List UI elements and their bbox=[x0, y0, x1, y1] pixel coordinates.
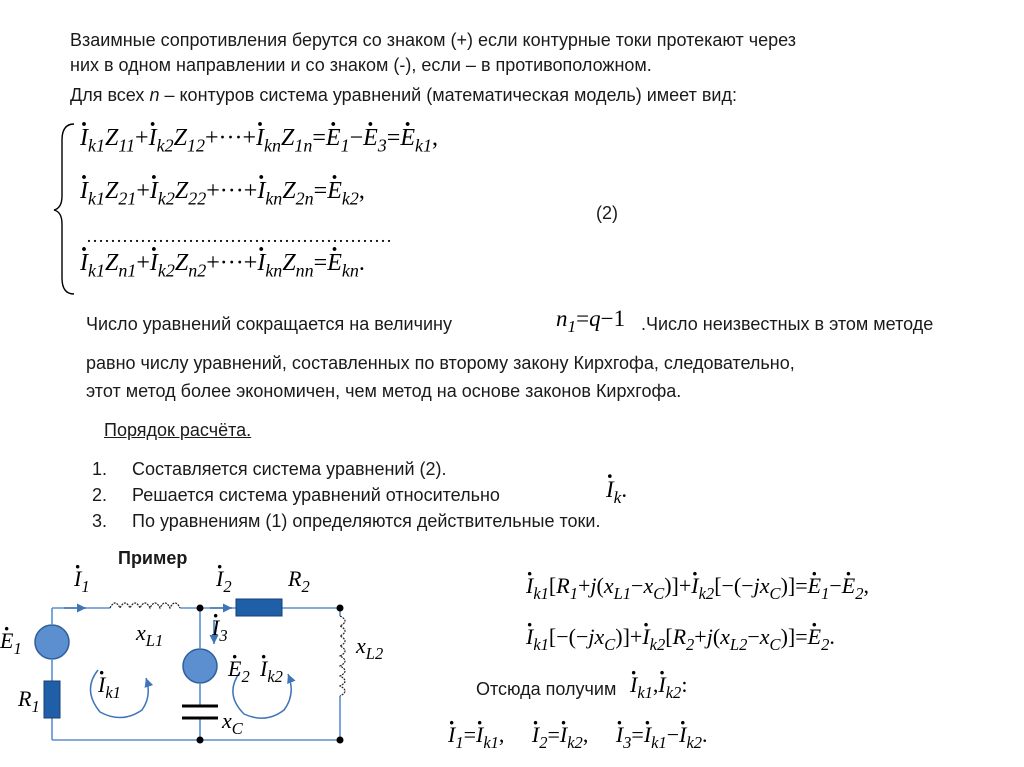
label-xl2: $x_{L2}$ bbox=[356, 633, 384, 663]
resistor-r1-icon bbox=[44, 681, 60, 718]
result-equations: · $I_1=\cdot I_{k1}$, · $I_2=\cdot I_{k2}$, · $I_3=\cdot I_{k1}-\cdot I_{k2}$. bbox=[448, 722, 708, 753]
source-e2-icon bbox=[183, 649, 217, 683]
model-sentence-var: n bbox=[149, 85, 160, 105]
source-e1-icon bbox=[35, 625, 69, 659]
label-ik2: · $I_{k2}$ bbox=[260, 656, 283, 687]
label-xc: $x_C$ bbox=[222, 708, 243, 738]
label-e1: · $E_1$ bbox=[0, 628, 22, 659]
label-i3: · $I_3$ bbox=[212, 615, 228, 646]
label-i1: · $I_1$ bbox=[74, 566, 90, 597]
reduction-line-1-end: .Число неизвестных в этом методе bbox=[641, 314, 934, 334]
label-r1: $R_1$ bbox=[18, 686, 40, 716]
inductor-l2-icon bbox=[340, 616, 345, 696]
procedure-step-text: Составляется система уравнений (2). bbox=[132, 459, 447, 479]
result-variables: · $I_{k1},\cdot I_{k2}$: bbox=[630, 672, 687, 703]
reduction-line-3: этот метод более экономичен, чем метод на основе законов Кирхгофа. bbox=[86, 381, 682, 401]
example-equation-1: · $I_{k1}[R_1+j(x_{L1}-x_C)]+\cdot I_{k2}[-(-jx_C)]=\cdot E_1-\cdot E_2$, bbox=[526, 573, 869, 604]
label-e2: · $E_2$ bbox=[228, 656, 250, 687]
equation-row-1: · $I_{k1}Z_{11}+\cdot I_{k2}Z_{12}+\cdot\cdot\cdot+\cdot I_{kn}Z_{1n}=\cdot E_1-\cdot E_3=\cdot E_{k1}$, bbox=[80, 125, 438, 156]
step-2-variable: · $I_k$. bbox=[606, 477, 627, 508]
label-xl1: $x_{L1}$ bbox=[136, 620, 164, 650]
equation-row-n: · $I_{k1}Z_{n1}+\cdot I_{k2}Z_{n2}+\cdot\cdot\cdot+\cdot I_{kn}Z_{nn}=\cdot E_{kn}$. bbox=[80, 250, 365, 281]
intro-line-2: них в одном направлении и со знаком (-), если – в противоположном. bbox=[70, 55, 652, 75]
capacitor-icon bbox=[182, 706, 218, 718]
inductor-l1-icon bbox=[110, 603, 180, 608]
label-r2: $R_2$ bbox=[288, 566, 310, 596]
example-equation-2: · $I_{k1}[-(-jx_C)]+\cdot I_{k2}[R_2+j(x_{L2}-x_C)]=\cdot E_2$. bbox=[526, 624, 835, 655]
procedure-step-number: 3. bbox=[92, 511, 108, 531]
procedure-step-text: Решается система уравнений относительно bbox=[132, 485, 500, 505]
model-sentence-pre: Для всех bbox=[70, 85, 145, 105]
intro-line-1: Взаимные сопротивления берутся со знаком (+) если контурные токи протекают через bbox=[70, 30, 797, 50]
resistor-r2-icon bbox=[236, 599, 282, 616]
equation-number: (2) bbox=[596, 203, 618, 223]
reduction-formula: $n_1=q-1$ bbox=[556, 306, 626, 337]
label-ik1: · $I_{k1}$ bbox=[98, 672, 121, 703]
procedure-step-number: 1. bbox=[92, 459, 108, 479]
label-i2: · $I_2$ bbox=[216, 566, 232, 597]
equation-row-2: · $I_{k1}Z_{21}+\cdot I_{k2}Z_{22}+\cdot\cdot\cdot+\cdot I_{kn}Z_{2n}=\cdot E_{k2}$, bbox=[80, 178, 365, 209]
reduction-line-1: Число уравнений сокращается на величину bbox=[86, 314, 452, 334]
example-title: Пример bbox=[118, 548, 188, 568]
reduction-line-2: равно числу уравнений, составленных по второму закону Кирхгофа, следовательно, bbox=[86, 353, 795, 373]
result-text: Отсюда получим bbox=[476, 679, 617, 699]
procedure-title: Порядок расчёта. bbox=[104, 420, 252, 440]
procedure-step-number: 2. bbox=[92, 485, 108, 505]
procedure-step-text: По уравнениям (1) определяются действительные токи. bbox=[132, 511, 601, 531]
model-sentence-post: – контуров система уравнений (математическая модель) имеет вид: bbox=[164, 85, 737, 105]
equation-dots-row: …………………………………………… bbox=[86, 226, 392, 246]
